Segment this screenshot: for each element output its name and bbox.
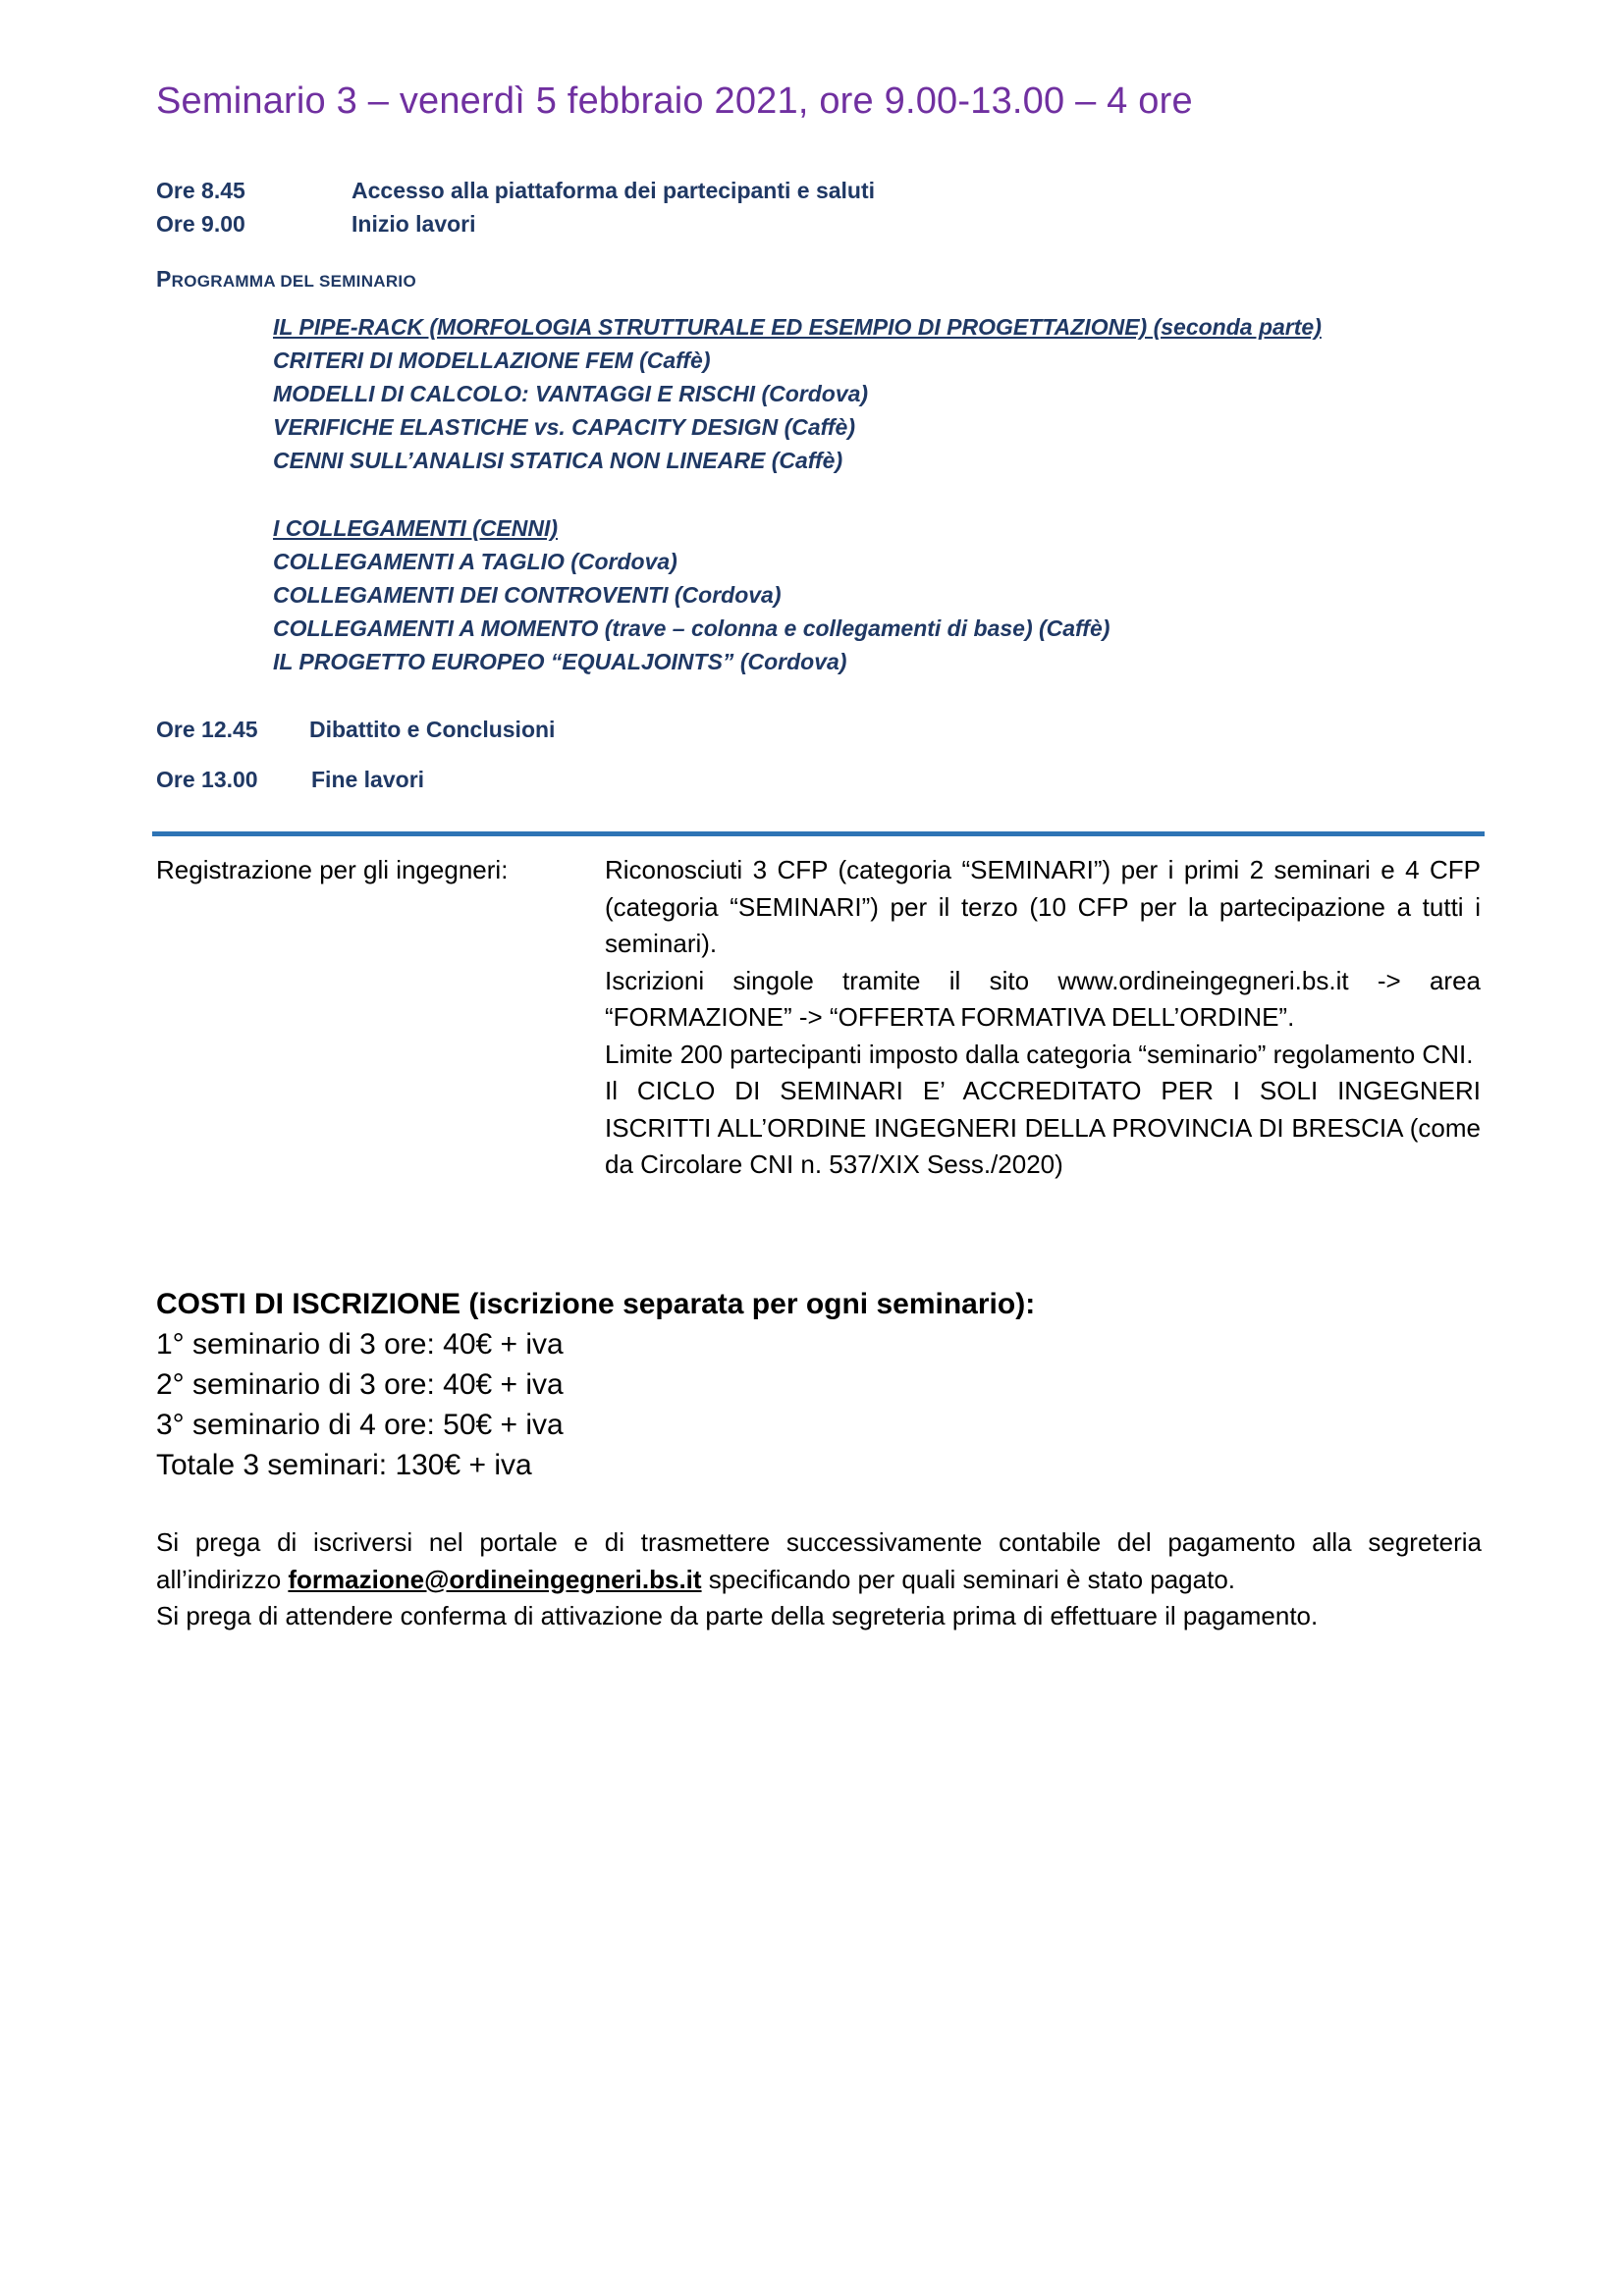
payment-note-paragraph: Si prega di attendere conferma di attivazione da parte della segreteria prima di effettuare il pagamento. [156, 1601, 1319, 1630]
topic-item: COLLEGAMENTI A TAGLIO (Cordova) [273, 549, 677, 574]
note-text: specificando per quali seminari è stato pagato. [701, 1564, 1235, 1594]
schedule-desc: Fine lavori [311, 767, 425, 792]
costs-section [156, 1284, 1035, 1485]
cost-line: 1° seminario di 3 ore: 40€ + iva [156, 1328, 564, 1361]
schedule-row [156, 178, 876, 204]
registration-text [605, 852, 1481, 1184]
registration-label: Registrazione per gli ingegneri: [156, 855, 509, 884]
topic-item: MODELLI DI CALCOLO: VANTAGGI E RISCHI (Cordova) [273, 381, 869, 406]
topic-item: CENNI SULL’ANALISI STATICA NON LINEARE (Caffè) [273, 448, 843, 473]
registration-paragraph: Riconosciuti 3 CFP (categoria “SEMINARI”) per i primi 2 seminari e 4 CFP (categoria “SEMINARI”) per il terzo (10 CFP per la partecipazione a tutti i seminari). [605, 855, 1481, 958]
page-title: Seminario 3 – venerdì 5 febbraio 2021, ore 9.00-13.00 – 4 ore [156, 80, 1193, 122]
schedule-time: Ore 13.00 [156, 767, 258, 792]
registration-paragraph: Iscrizioni singole tramite il sito www.ordineingegneri.bs.it -> area “FORMAZIONE” -> “OFFERTA FORMATIVA DELL’ORDINE”. [605, 965, 1481, 1032]
schedule-desc: Accesso alla piattaforma dei partecipanti e saluti [352, 178, 876, 203]
topics-group [273, 310, 1322, 477]
registration-paragraph: Limite 200 partecipanti imposto dalla categoria “seminario” regolamento CNI. [605, 1039, 1474, 1069]
schedule-desc: Inizio lavori [352, 211, 476, 237]
program-header [156, 266, 416, 293]
schedule-desc: Dibattito e Conclusioni [309, 717, 556, 742]
note-text: Si prega di iscriversi nel portale e di trasmettere successivamente contabile del pagamento alla segreteria all’indirizzo [156, 1527, 1482, 1594]
cost-line: 3° seminario di 4 ore: 50€ + iva [156, 1409, 564, 1441]
payment-note [156, 1524, 1482, 1635]
costs-heading: COSTI DI ISCRIZIONE (iscrizione separata per ogni seminario): [156, 1288, 1036, 1320]
topics-heading: IL PIPE-RACK (MORFOLOGIA STRUTTURALE ED ESEMPIO DI PROGETTAZIONE) (seconda parte) [273, 314, 1322, 340]
schedule-time: Ore 12.45 [156, 717, 258, 742]
topic-item: COLLEGAMENTI A MOMENTO (trave – colonna e collegamenti di base) (Caffè) [273, 615, 1110, 641]
topic-item: IL PROGETTO EUROPEO “EQUALJOINTS” (Cordova) [273, 649, 847, 674]
topics-group [273, 511, 1110, 678]
schedule-time: Ore 9.00 [156, 211, 245, 237]
section-divider [152, 831, 1485, 836]
cost-line: Totale 3 seminari: 130€ + iva [156, 1449, 532, 1481]
topic-item: VERIFICHE ELASTICHE vs. CAPACITY DESIGN (Caffè) [273, 414, 855, 440]
payment-note-paragraph [156, 1524, 1482, 1598]
schedule-row [156, 211, 476, 238]
topics-heading: I COLLEGAMENTI (CENNI) [273, 515, 559, 541]
topic-item: COLLEGAMENTI DEI CONTROVENTI (Cordova) [273, 582, 782, 608]
schedule-row [156, 717, 556, 743]
program-header-cap: P [156, 266, 172, 292]
cost-line: 2° seminario di 3 ore: 40€ + iva [156, 1368, 564, 1401]
email-link[interactable]: formazione@ordineingegneri.bs.it [288, 1564, 702, 1594]
registration-paragraph: Il CICLO DI SEMINARI E’ ACCREDITATO PER I SOLI INGEGNERI ISCRITTI ALL’ORDINE INGEGNERI DELLA PROVINCIA DI BRESCIA (come da Circolare CNI n. 537/XIX Sess./2020) [605, 1076, 1481, 1179]
schedule-time: Ore 8.45 [156, 178, 245, 203]
schedule-row [156, 767, 425, 793]
program-header-rest: ROGRAMMA DEL SEMINARIO [171, 272, 416, 291]
topic-item: CRITERI DI MODELLAZIONE FEM (Caffè) [273, 347, 711, 373]
